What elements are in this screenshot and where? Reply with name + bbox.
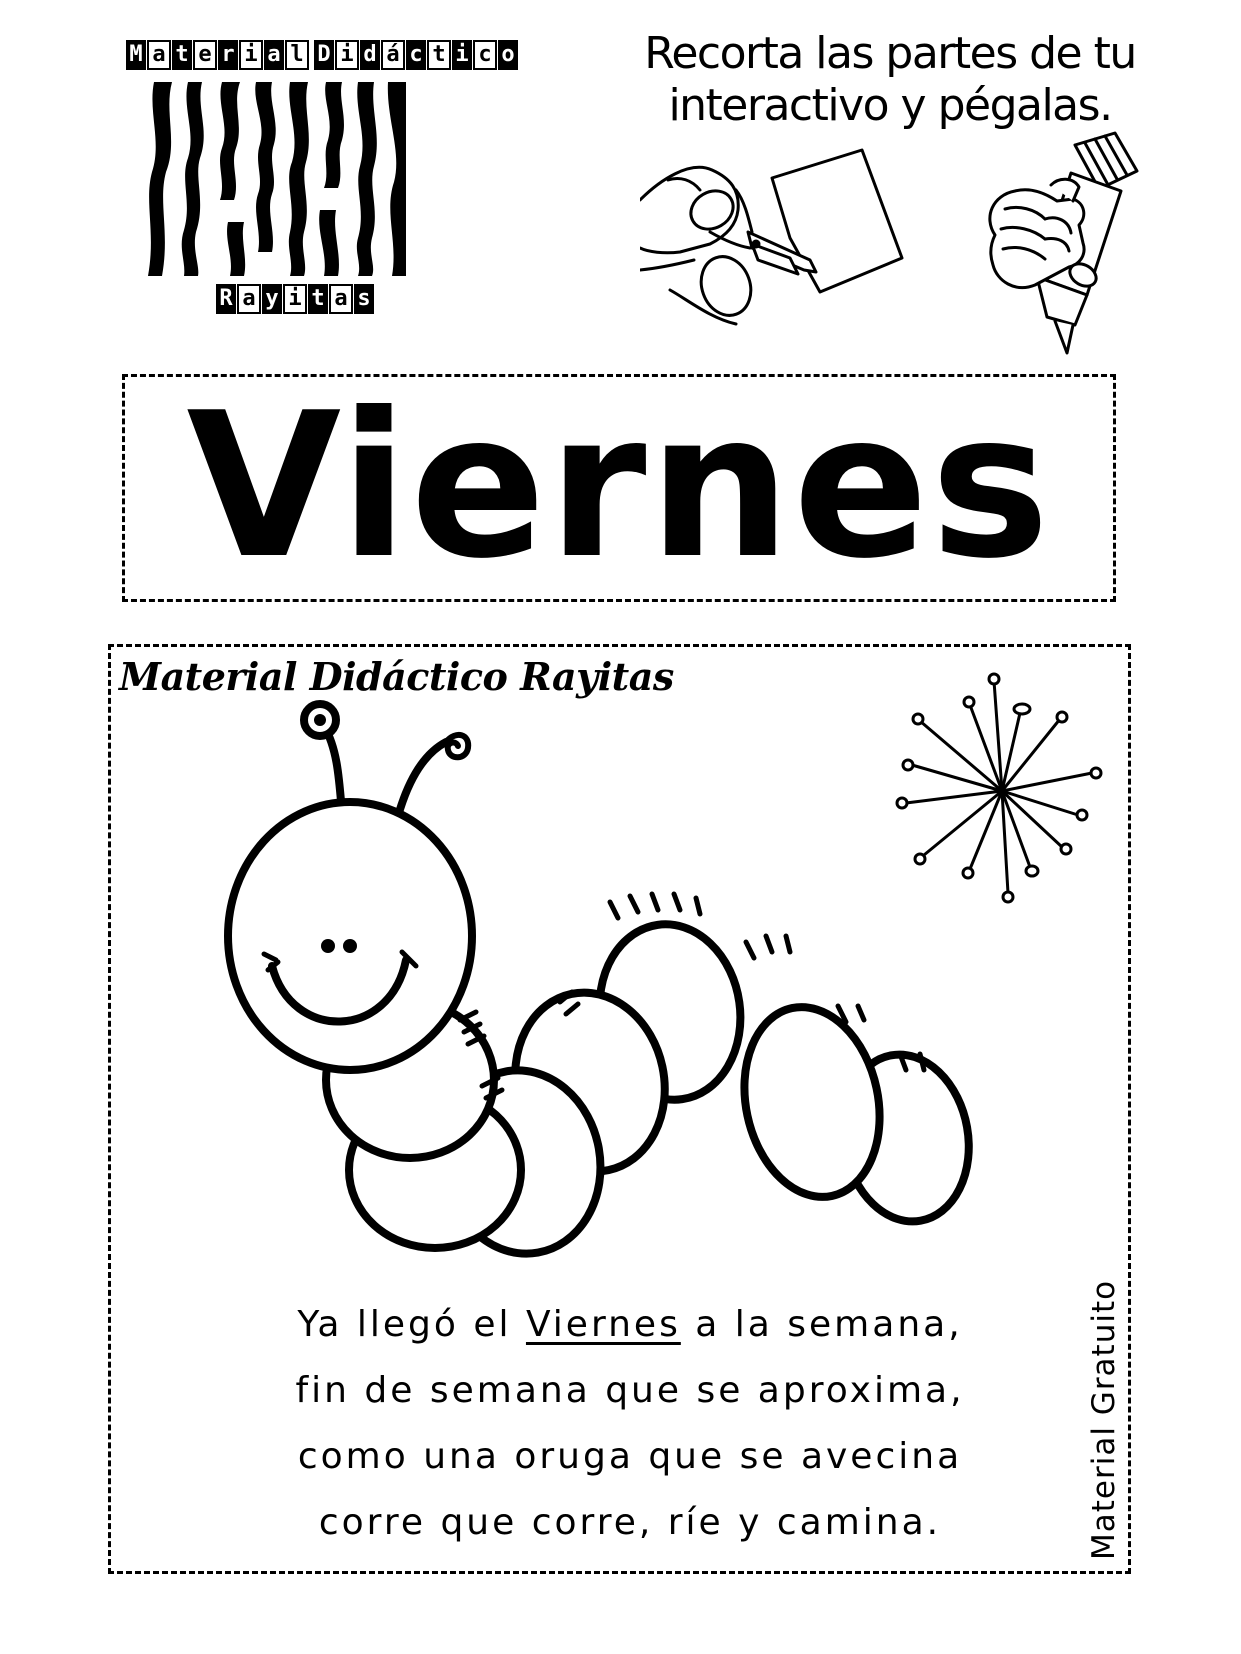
day-title-box xyxy=(122,370,1116,603)
logo-letter: i xyxy=(283,284,307,314)
caterpillar-icon xyxy=(220,690,1010,1310)
brand-label: Material Didáctico Rayitas xyxy=(119,654,674,699)
instructions-line-1: Recorta las partes de tu xyxy=(644,28,1136,79)
side-label: Material Gratuito xyxy=(1086,1279,1122,1560)
poem-line-1-end: a la semana, xyxy=(680,1304,963,1345)
day-title: Viernes xyxy=(186,370,1052,603)
poem-highlight-word: Viernes xyxy=(525,1304,681,1345)
logo-letter: t xyxy=(427,40,451,70)
logo-letter: á xyxy=(381,40,405,70)
poem-line-2: fin de semana que se aproxima, xyxy=(295,1370,965,1411)
scissors-cutting-paper-icon xyxy=(640,140,940,340)
logo-title-letters xyxy=(126,40,518,70)
side-label-wrap xyxy=(1082,1230,1122,1560)
logo-letter: R xyxy=(216,284,236,314)
logo-letter: i xyxy=(239,40,263,70)
logo-letter: e xyxy=(193,40,217,70)
logo-letter: t xyxy=(172,40,192,70)
logo-letter: a xyxy=(329,284,353,314)
poem-line-4: corre que corre, ríe y camina. xyxy=(318,1502,942,1543)
poem-line-3: como una oruga que se avecina xyxy=(297,1436,963,1477)
instructions-line-2: interactivo y pégalas. xyxy=(668,80,1112,131)
instructions-text xyxy=(590,28,1190,132)
poem-line-1 xyxy=(270,1292,990,1358)
logo-letter: l xyxy=(285,40,309,70)
hand-holding-glue-icon xyxy=(975,125,1155,360)
logo-letter: M xyxy=(126,40,146,70)
poem-text xyxy=(270,1292,990,1556)
logo-letter: c xyxy=(473,40,497,70)
logo-letter: i xyxy=(335,40,359,70)
logo-letter: y xyxy=(262,284,282,314)
logo-letter: D xyxy=(314,40,334,70)
zebra-stripes-icon xyxy=(144,82,406,276)
logo-subtitle-letters xyxy=(216,284,374,314)
logo-letter: s xyxy=(354,284,374,314)
logo-letter: c xyxy=(406,40,426,70)
logo-letter: r xyxy=(218,40,238,70)
logo-letter: a xyxy=(237,284,261,314)
logo-letter: a xyxy=(264,40,284,70)
logo-letter: a xyxy=(147,40,171,70)
logo-letter: o xyxy=(498,40,518,70)
logo-letter: d xyxy=(360,40,380,70)
poem-line-1-start: Ya llegó el xyxy=(297,1304,526,1345)
logo-letter: i xyxy=(452,40,472,70)
brand-logo xyxy=(118,36,515,326)
logo-letter: t xyxy=(308,284,328,314)
